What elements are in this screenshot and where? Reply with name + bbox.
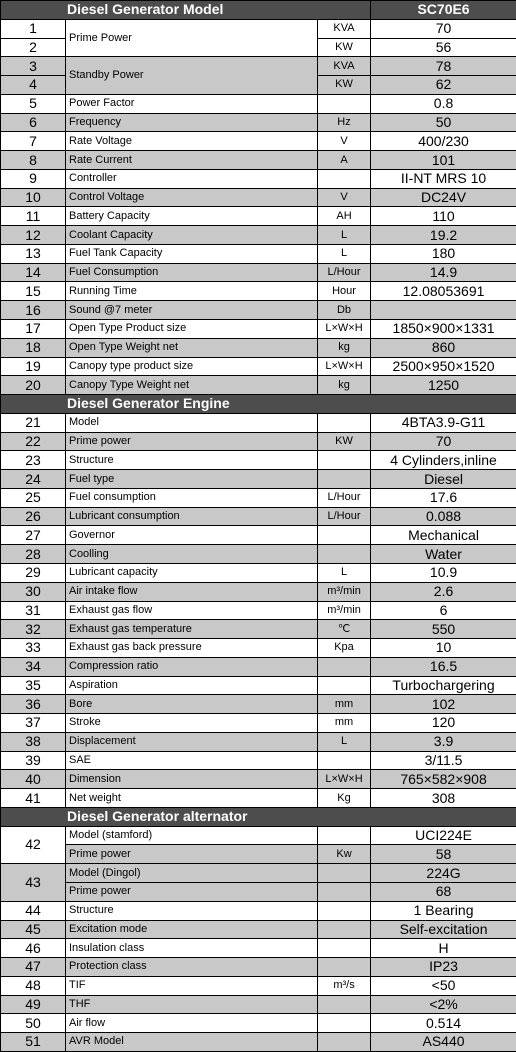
parameter-name: Prime Power: [66, 19, 318, 57]
row-number: 33: [1, 639, 66, 658]
unit-cell: L/Hour: [318, 488, 371, 507]
parameter-name: Lubricant capacity: [66, 563, 318, 582]
row-number: 21: [1, 413, 66, 432]
value-cell: UCI224E: [371, 826, 516, 845]
unit-cell: L: [318, 244, 371, 263]
parameter-name: Fuel Tank Capacity: [66, 244, 318, 263]
table-row: [1, 939, 516, 958]
table-row: [1, 826, 516, 845]
table-row: [1, 413, 516, 432]
table-row: [1, 132, 516, 151]
table-row: [1, 845, 516, 864]
table-row: [1, 901, 516, 920]
row-number: 28: [1, 545, 66, 564]
row-number: 45: [1, 920, 66, 939]
row-number: 31: [1, 601, 66, 620]
unit-cell: KW: [318, 38, 371, 57]
value-cell: 1850×900×1331: [371, 320, 516, 339]
parameter-name: Aspiration: [66, 676, 318, 695]
table-row: [1, 320, 516, 339]
value-cell: 0.088: [371, 507, 516, 526]
parameter-name: Canopy type product size: [66, 357, 318, 376]
row-number: 12: [1, 226, 66, 245]
unit-cell: L×W×H: [318, 770, 371, 789]
value-cell: 14.9: [371, 263, 516, 282]
unit-cell: [318, 676, 371, 695]
row-number: 14: [1, 263, 66, 282]
table-row: [1, 714, 516, 733]
unit-cell: Db: [318, 301, 371, 320]
value-cell: 6: [371, 601, 516, 620]
parameter-name: Exhaust gas flow: [66, 601, 318, 620]
value-cell: 550: [371, 620, 516, 639]
parameter-name: Air flow: [66, 1014, 318, 1033]
parameter-name: Structure: [66, 451, 318, 470]
unit-cell: m³/min: [318, 601, 371, 620]
unit-cell: [318, 470, 371, 489]
parameter-name: Prime power: [66, 432, 318, 451]
unit-cell: V: [318, 132, 371, 151]
parameter-name: Governor: [66, 526, 318, 545]
row-number: 20: [1, 376, 66, 395]
parameter-name: Prime power: [66, 882, 318, 901]
table-row: [1, 1014, 516, 1033]
unit-cell: V: [318, 188, 371, 207]
model-name: SC70E6: [371, 1, 516, 20]
value-cell: 58: [371, 845, 516, 864]
value-cell: 0.8: [371, 94, 516, 113]
unit-cell: Kw: [318, 845, 371, 864]
row-number: 35: [1, 676, 66, 695]
parameter-name: Power Factor: [66, 94, 318, 113]
unit-cell: [318, 901, 371, 920]
parameter-name: TIF: [66, 976, 318, 995]
parameter-name: Fuel type: [66, 470, 318, 489]
row-number: 38: [1, 732, 66, 751]
row-number: 34: [1, 657, 66, 676]
unit-cell: Hour: [318, 282, 371, 301]
row-number: 17: [1, 320, 66, 339]
unit-cell: L/Hour: [318, 507, 371, 526]
unit-cell: [318, 657, 371, 676]
value-cell: 62: [371, 76, 516, 95]
table-row: [1, 376, 516, 395]
value-cell: 19.2: [371, 226, 516, 245]
row-number: 36: [1, 695, 66, 714]
unit-cell: mm: [318, 714, 371, 733]
table-row: [1, 470, 516, 489]
unit-cell: L×W×H: [318, 357, 371, 376]
row-number: 30: [1, 582, 66, 601]
value-cell: 16.5: [371, 657, 516, 676]
parameter-name: Fuel consumption: [66, 488, 318, 507]
unit-cell: [318, 451, 371, 470]
table-row: [1, 226, 516, 245]
unit-cell: KW: [318, 432, 371, 451]
parameter-name: Air intake flow: [66, 582, 318, 601]
section-header: [1, 1, 516, 20]
table-row: [1, 601, 516, 620]
value-cell: 4BTA3.9-G11: [371, 413, 516, 432]
unit-cell: m³/s: [318, 976, 371, 995]
unit-cell: A: [318, 151, 371, 170]
table-row: [1, 958, 516, 977]
row-number: 37: [1, 714, 66, 733]
row-number: 51: [1, 1033, 66, 1052]
row-number: 22: [1, 432, 66, 451]
parameter-name: Dimension: [66, 770, 318, 789]
value-cell: 1250: [371, 376, 516, 395]
table-row: [1, 507, 516, 526]
unit-cell: [318, 882, 371, 901]
value-cell: 308: [371, 789, 516, 808]
table-row: [1, 995, 516, 1014]
row-number: 23: [1, 451, 66, 470]
value-cell: 3.9: [371, 732, 516, 751]
table-row: [1, 282, 516, 301]
row-number: 25: [1, 488, 66, 507]
row-number: 19: [1, 357, 66, 376]
parameter-name: Canopy Type Weight net: [66, 376, 318, 395]
parameter-name: Stroke: [66, 714, 318, 733]
value-cell: 102: [371, 695, 516, 714]
unit-cell: mm: [318, 695, 371, 714]
value-cell: <50: [371, 976, 516, 995]
unit-cell: [318, 526, 371, 545]
row-number: 3: [1, 57, 66, 76]
unit-cell: L×W×H: [318, 320, 371, 339]
row-number: 15: [1, 282, 66, 301]
unit-cell: kg: [318, 376, 371, 395]
unit-cell: KW: [318, 76, 371, 95]
row-number: 43: [1, 864, 66, 902]
parameter-name: Exhaust gas temperature: [66, 620, 318, 639]
row-number: 16: [1, 301, 66, 320]
value-cell: AS440: [371, 1033, 516, 1052]
value-cell: Mechanical: [371, 526, 516, 545]
row-number: 13: [1, 244, 66, 263]
value-cell: Self-excitation: [371, 920, 516, 939]
table-row: [1, 263, 516, 282]
value-cell: 3/11.5: [371, 751, 516, 770]
value-cell: 110: [371, 207, 516, 226]
parameter-name: Exhaust gas back pressure: [66, 639, 318, 658]
table-row: [1, 338, 516, 357]
table-row: [1, 57, 516, 76]
value-cell: 101: [371, 151, 516, 170]
parameter-name: AVR Model: [66, 1033, 318, 1052]
parameter-name: Rate Current: [66, 151, 318, 170]
value-cell: 400/230: [371, 132, 516, 151]
value-cell: 224G: [371, 864, 516, 883]
value-cell: 70: [371, 19, 516, 38]
row-number: 6: [1, 113, 66, 132]
value-cell: 180: [371, 244, 516, 263]
unit-cell: [318, 94, 371, 113]
row-number: 29: [1, 563, 66, 582]
table-row: [1, 882, 516, 901]
table-row: [1, 151, 516, 170]
value-cell: 0.514: [371, 1014, 516, 1033]
parameter-name: Open Type Product size: [66, 320, 318, 339]
table-row: [1, 94, 516, 113]
unit-cell: [318, 169, 371, 188]
table-row: [1, 432, 516, 451]
row-number: 41: [1, 789, 66, 808]
parameter-name: Control Voltage: [66, 188, 318, 207]
table-row: [1, 244, 516, 263]
row-number: 44: [1, 901, 66, 920]
table-row: [1, 19, 516, 38]
value-cell: [371, 301, 516, 320]
row-number: 5: [1, 94, 66, 113]
table-row: [1, 657, 516, 676]
row-number: 50: [1, 1014, 66, 1033]
row-number: 24: [1, 470, 66, 489]
value-cell: 56: [371, 38, 516, 57]
unit-cell: [318, 939, 371, 958]
unit-cell: KVA: [318, 19, 371, 38]
unit-cell: AH: [318, 207, 371, 226]
table-row: [1, 864, 516, 883]
table-row: [1, 545, 516, 564]
table-row: [1, 451, 516, 470]
parameter-name: Controller: [66, 169, 318, 188]
unit-cell: m³/min: [318, 582, 371, 601]
parameter-name: Model (stamford): [66, 826, 318, 845]
unit-cell: Kpa: [318, 639, 371, 658]
row-number: 11: [1, 207, 66, 226]
unit-cell: [318, 995, 371, 1014]
value-cell: <2%: [371, 995, 516, 1014]
table-row: [1, 169, 516, 188]
table-row: [1, 620, 516, 639]
unit-cell: L: [318, 732, 371, 751]
row-number: 40: [1, 770, 66, 789]
unit-cell: [318, 1033, 371, 1052]
unit-cell: L: [318, 563, 371, 582]
section-title: Diesel Generator Model: [1, 1, 371, 20]
parameter-name: Sound @7 meter: [66, 301, 318, 320]
value-cell: 4 Cylinders,inline: [371, 451, 516, 470]
row-number: 9: [1, 169, 66, 188]
unit-cell: L/Hour: [318, 263, 371, 282]
unit-cell: Kg: [318, 789, 371, 808]
table-row: [1, 113, 516, 132]
unit-cell: [318, 1014, 371, 1033]
table-row: [1, 488, 516, 507]
table-row: [1, 751, 516, 770]
parameter-name: Net weight: [66, 789, 318, 808]
parameter-name: Excitation mode: [66, 920, 318, 939]
value-cell: 765×582×908: [371, 770, 516, 789]
value-cell: 12.08053691: [371, 282, 516, 301]
parameter-name: Bore: [66, 695, 318, 714]
parameter-name: Fuel Consumption: [66, 263, 318, 282]
table-row: [1, 770, 516, 789]
table-row: [1, 732, 516, 751]
unit-cell: L: [318, 226, 371, 245]
table-row: [1, 976, 516, 995]
row-number: 10: [1, 188, 66, 207]
parameter-name: Lubricant consumption: [66, 507, 318, 526]
section-header: [1, 395, 516, 414]
parameter-name: Standby Power: [66, 57, 318, 95]
value-cell: 50: [371, 113, 516, 132]
table-row: [1, 582, 516, 601]
value-cell: H: [371, 939, 516, 958]
row-number: 47: [1, 958, 66, 977]
parameter-name: Coolant Capacity: [66, 226, 318, 245]
parameter-name: Model (Dingol): [66, 864, 318, 883]
table-row: [1, 188, 516, 207]
parameter-name: Compression ratio: [66, 657, 318, 676]
spec-table-body: [1, 1, 516, 1052]
row-number: 18: [1, 338, 66, 357]
row-number: 27: [1, 526, 66, 545]
value-cell: IP23: [371, 958, 516, 977]
table-row: [1, 676, 516, 695]
table-row: [1, 920, 516, 939]
value-cell: DC24V: [371, 188, 516, 207]
parameter-name: Battery Capacity: [66, 207, 318, 226]
unit-cell: [318, 826, 371, 845]
row-number: 2: [1, 38, 66, 57]
parameter-name: Open Type Weight net: [66, 338, 318, 357]
row-number: 4: [1, 76, 66, 95]
value-cell: 120: [371, 714, 516, 733]
table-row: [1, 695, 516, 714]
value-cell: 1 Bearing: [371, 901, 516, 920]
value-cell: Turbochargering: [371, 676, 516, 695]
value-cell: 2500×950×1520: [371, 357, 516, 376]
unit-cell: [318, 920, 371, 939]
unit-cell: [318, 413, 371, 432]
parameter-name: SAE: [66, 751, 318, 770]
unit-cell: [318, 864, 371, 883]
unit-cell: [318, 751, 371, 770]
parameter-name: Rate Voltage: [66, 132, 318, 151]
parameter-name: Frequency: [66, 113, 318, 132]
value-cell: 10: [371, 639, 516, 658]
parameter-name: Running Time: [66, 282, 318, 301]
table-row: [1, 526, 516, 545]
section-header: [1, 807, 516, 826]
parameter-name: Protection class: [66, 958, 318, 977]
parameter-name: Insulation class: [66, 939, 318, 958]
value-cell: 860: [371, 338, 516, 357]
section-title: Diesel Generator Engine: [1, 395, 516, 414]
row-number: 48: [1, 976, 66, 995]
row-number: 32: [1, 620, 66, 639]
value-cell: 2.6: [371, 582, 516, 601]
row-number: 26: [1, 507, 66, 526]
parameter-name: Coolling: [66, 545, 318, 564]
section-title: Diesel Generator alternator: [1, 807, 516, 826]
value-cell: II-NT MRS 10: [371, 169, 516, 188]
row-number: 7: [1, 132, 66, 151]
table-row: [1, 1033, 516, 1052]
table-row: [1, 357, 516, 376]
row-number: 46: [1, 939, 66, 958]
table-row: [1, 301, 516, 320]
row-number: 1: [1, 19, 66, 38]
unit-cell: ℃: [318, 620, 371, 639]
unit-cell: kg: [318, 338, 371, 357]
parameter-name: Displacement: [66, 732, 318, 751]
row-number: 39: [1, 751, 66, 770]
value-cell: Water: [371, 545, 516, 564]
parameter-name: Structure: [66, 901, 318, 920]
table-row: [1, 563, 516, 582]
value-cell: 68: [371, 882, 516, 901]
value-cell: 70: [371, 432, 516, 451]
value-cell: 17.6: [371, 488, 516, 507]
row-number: 49: [1, 995, 66, 1014]
table-row: [1, 789, 516, 808]
parameter-name: Prime power: [66, 845, 318, 864]
unit-cell: [318, 958, 371, 977]
unit-cell: KVA: [318, 57, 371, 76]
row-number: 42: [1, 826, 66, 864]
row-number: 8: [1, 151, 66, 170]
value-cell: 78: [371, 57, 516, 76]
table-row: [1, 207, 516, 226]
parameter-name: THF: [66, 995, 318, 1014]
table-row: [1, 639, 516, 658]
parameter-name: Model: [66, 413, 318, 432]
value-cell: Diesel: [371, 470, 516, 489]
unit-cell: [318, 545, 371, 564]
unit-cell: Hz: [318, 113, 371, 132]
value-cell: 10.9: [371, 563, 516, 582]
